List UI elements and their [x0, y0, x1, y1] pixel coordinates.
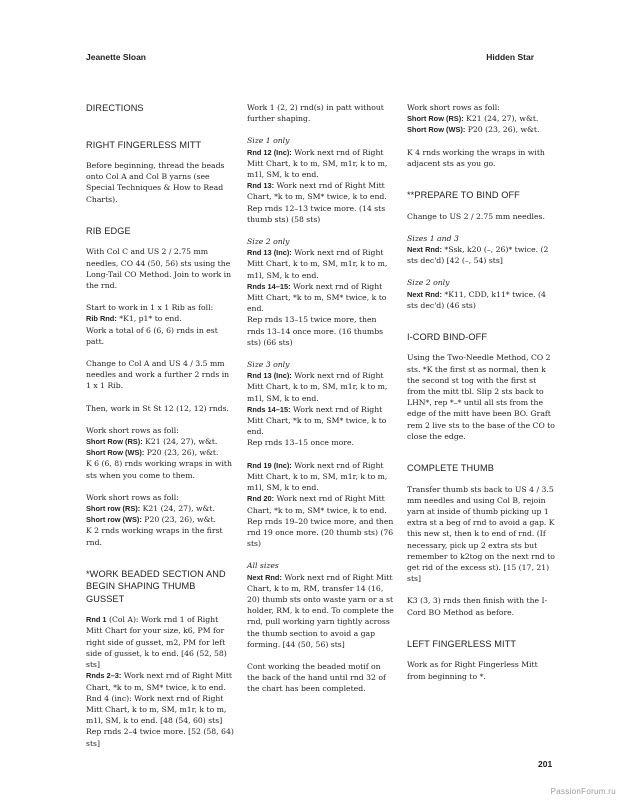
- c3-short-row-ws-text: P20 (23, 26), w&t.: [465, 125, 540, 135]
- column-1: [86, 102, 236, 749]
- s2-rnds-14-15: [247, 281, 395, 315]
- intro-paragraph: Before beginning, thread the beads onto Col A and Col B yarns (see Special Techniques & How to Read Charts).: [86, 161, 225, 204]
- watermark: PassionForum.ru: [550, 787, 616, 796]
- short-row-2-rs-label: Short row (RS):: [86, 503, 141, 513]
- short-row-rs-label: Short Row (RS):: [86, 436, 143, 446]
- s3-rnd-13: [247, 370, 395, 404]
- c3-short-row-rs-label: Short Row (RS):: [407, 114, 464, 124]
- page-number: 201: [538, 759, 553, 769]
- next-rnd-1-label: Next Rnd:: [407, 244, 442, 254]
- s1-rnd-13-label: Rnd 13:: [247, 181, 275, 191]
- short-rows-2-intro: Work short rows as foll:: [86, 492, 179, 502]
- c3-short-row-rs: [407, 113, 557, 124]
- s3-rep-2: Rep rnds 19–20 twice more, and then rnd 19 once more. (20 thumb sts) (76 sts): [247, 516, 394, 549]
- s1-rnd-12-text: Work next rnd of Right Mitt Chart, k to m, SM, m1r, k to m, m1l, SM, k to end.: [247, 147, 388, 180]
- s2-rnds-14-15-label: Rnds 14–15:: [247, 281, 291, 291]
- next-rnd-text: Work next rnd of Right Mitt Chart, k to m, RM, transfer 14 (16, 20) thumb sts onto waste yarn or a st holder, RM, k to end. To complete the rnd, pull working yarn tightly across the thumb section to avoid a gap forming. [44 (50, 56) sts]: [247, 572, 394, 649]
- s1-rnd-12-label: Rnd 12 (Inc):: [247, 147, 292, 157]
- rnd-1-text: (Col A): Work rnd 1 of Right Mitt Chart for your size, k6, PM for right side of gusset, m2, PM for left side of gusset, k to end. [46 (52, 58) sts]: [86, 615, 227, 670]
- short-row-rs: [86, 436, 236, 447]
- s2-rep: Rep rnds 13–15 twice more, then rnds 13–14 once more. (16 thumbs sts) (66 sts): [247, 315, 384, 347]
- rib-paragraph-2: Start to work in 1 x 1 Rib as foll:: [86, 303, 214, 313]
- rib-paragraph-5: Then, work in St St 12 (12, 12) rnds.: [86, 403, 229, 413]
- s3-rnd-20-label: Rnd 20:: [247, 494, 275, 504]
- rnds-2-3-text: Work next rnd of Right Mitt Chart, *k to m, SM* twice, k to end.: [86, 671, 232, 692]
- header-title: Hidden Star: [486, 52, 534, 62]
- next-rnd-label: Next Rnd:: [247, 572, 282, 582]
- change-needles: Change to US 2 / 2.75 mm needles.: [407, 211, 545, 221]
- k3-rnds: K3 (3, 3) rnds then finish with the I-Cord BO Method as before.: [407, 596, 548, 617]
- sizes-1-3-label: Sizes 1 and 3: [407, 233, 459, 243]
- directions-heading: DIRECTIONS: [86, 103, 144, 113]
- short-row-rs-text: K21 (24, 27), w&t.: [142, 436, 218, 446]
- left-mitt-text: Work as for Right Fingerless Mitt from beginning to *.: [407, 660, 538, 681]
- next-rnd-2-label: Next Rnd:: [407, 289, 442, 299]
- header-author: Jeanette Sloan: [86, 52, 146, 62]
- thumb-text: Transfer thumb sts back to US 4 / 3.5 mm needles and using Col B, rejoin yarn at inside of thumb picking up 1 extra st a beg of rnd to avoid a gap. K this new st, then k to end of rnd. (If necessary, pick up 2 extra sts but remember to k2tog on the next rnd to get rid of the excess st). [15 (17, 21) sts]: [407, 484, 555, 584]
- all-sizes-label: All sizes: [247, 561, 279, 571]
- s3-rnd-20-text: Work next rnd of Right Mitt Chart, *k to m, SM* twice, k to end.: [247, 494, 387, 515]
- short-row-ws-text: P20 (23, 26), w&t.: [144, 448, 219, 458]
- right-mitt-heading: RIGHT FINGERLESS MITT: [86, 139, 202, 150]
- s1-rnd-13-text: Work next rnd of Right Mitt Chart, *k to m, SM* twice, k to end.: [247, 181, 387, 202]
- short-row-2-ws: [86, 514, 236, 525]
- s3-rnd-19-label: Rnd 19 (Inc):: [247, 460, 292, 470]
- s2-rnd-13-label: Rnd 13 (Inc):: [247, 248, 292, 258]
- rib-rnd-text: *K1, p1* to end.: [116, 314, 182, 324]
- next-rnd: [247, 572, 395, 650]
- short-row-2-rs-text: K21 (24, 27), w&t.: [140, 503, 215, 513]
- c3-short-row-ws-label: Short Row (WS):: [407, 125, 466, 135]
- size-3-label: Size 3 only: [247, 360, 290, 370]
- k4-rnds: K 4 rnds working the wraps in with adjacent sts as you go.: [407, 147, 545, 168]
- s1-rnd-12: [247, 147, 395, 181]
- s3-rnd-20: [247, 493, 395, 515]
- short-rows-2-after: K 2 rnds working wraps in the first rnd.: [86, 526, 223, 547]
- prepare-bind-off-heading: **PREPARE TO BIND OFF: [407, 190, 520, 201]
- s3-rnd-19-text: Work next rnd of Right Mitt Chart, k to m, SM, m1r, k to m, m1l, SM, k to end.: [247, 460, 388, 493]
- rib-paragraph-1: With Col C and US 2 / 2.75 mm needles, CO 44 (50, 56) sts using the Long-Tail CO Method. Join to work in the rnd.: [86, 247, 232, 290]
- c3-short-row-rs-text: K21 (24, 27), w&t.: [463, 114, 539, 124]
- left-mitt-heading: LEFT FINGERLESS MITT: [407, 638, 517, 649]
- s3-rep: Rep rnds 13–15 once more.: [247, 438, 354, 448]
- short-rows-after: K 6 (6, 8) rnds working wraps in with sts when you come to them.: [86, 459, 232, 480]
- next-rnd-1: [407, 244, 557, 266]
- rnd-4: Rnd 4 (inc): Work next rnd of Right Mitt Chart, k to m, SM, m1r, k to m, m1l, SM, k to end. [48 (54, 60) sts]: [86, 693, 227, 726]
- column-3: [407, 102, 557, 682]
- rib-rnd-line: [86, 313, 236, 324]
- short-row-2-ws-text: P20 (23, 26), w&t.: [141, 515, 216, 525]
- short-row-2-ws-label: Short row (WS):: [86, 515, 142, 525]
- rnds-2-3-label: Rnds 2–3:: [86, 671, 122, 681]
- cont-working: Cont working the beaded motif on the back of the hand until rnd 32 of the chart has been completed.: [247, 661, 386, 694]
- s2-rnd-13-text: Work next rnd of Right Mitt Chart, k to m, SM, m1r, k to m, m1l, SM, k to end.: [247, 248, 388, 280]
- size-2-only-label: Size 2 only: [407, 278, 450, 288]
- c3-short-row-ws: [407, 124, 557, 135]
- short-row-ws: [86, 447, 236, 458]
- complete-thumb-heading: COMPLETE THUMB: [407, 463, 494, 474]
- c3-short-rows-intro: Work short rows as foll:: [407, 103, 500, 112]
- s3-rnds-14-15: [247, 404, 395, 438]
- rep-rnds: Rep rnds 2–4 twice more. [52 (58, 64) sts]: [86, 727, 234, 748]
- work-rnds: Work 1 (2, 2) rnd(s) in patt without further shaping.: [247, 103, 384, 124]
- icord-text: Using the Two-Needle Method, CO 2 sts. *K the first st as normal, then k the second st tog with the first st from the mitt tbl. Slip 2 sts back to LHN*, rep *–* until all sts from the edge of the mitt have been BO. Graft rem 2 live sts to the base of the CO to close the edge.: [407, 353, 555, 441]
- column-2: [247, 102, 395, 695]
- s3-rnds-14-15-text: Work next rnd of Right Mitt Chart, *k to m, SM* twice, k to end.: [247, 404, 387, 437]
- icord-heading: I-CORD BIND-OFF: [407, 331, 488, 342]
- next-rnd-2: [407, 289, 557, 311]
- rnds-2-3: [86, 670, 236, 692]
- s1-rep: Rep rnds 12–13 twice more. (14 sts thumb sts) (58 sts): [247, 203, 386, 224]
- rnd-1-label: Rnd 1: [86, 615, 107, 625]
- next-rnd-2-text: *K11, CDD, k11* twice. (4 sts dec'd) (46 sts): [407, 289, 546, 310]
- short-rows-intro: Work short rows as foll:: [86, 425, 179, 435]
- rib-paragraph-3: Work a total of 6 (6, 6) rnds in est patt.: [86, 325, 218, 346]
- rnd-1: [86, 614, 236, 670]
- beaded-section-heading: *WORK BEADED SECTION AND BEGIN SHAPING THUMB GUSSET: [86, 568, 226, 604]
- s3-rnd-13-text: Work next rnd of Right Mitt Chart, k to m, SM, m1r, k to m, m1l, SM, k to end.: [247, 371, 388, 403]
- s3-rnd-13-label: Rnd 13 (Inc):: [247, 371, 292, 381]
- s2-rnd-13: [247, 247, 395, 281]
- size-2-label: Size 2 only: [247, 237, 290, 247]
- rib-edge-heading: RIB EDGE: [86, 225, 131, 236]
- rib-rnd-label: Rib Rnd:: [86, 314, 117, 324]
- size-1-label: Size 1 only: [247, 136, 290, 146]
- s1-rnd-13: [247, 180, 395, 202]
- short-row-ws-label: Short Row (WS):: [86, 448, 145, 458]
- s2-rnds-14-15-text: Work next rnd of Right Mitt Chart, *k to m, SM* twice, k to end.: [247, 281, 387, 314]
- next-rnd-1-text: *Ssk, k20 (–, 26)* twice. (2 sts dec'd) [42 (–, 54) sts]: [407, 244, 549, 266]
- rib-paragraph-4: Change to Col A and US 4 / 3.5 mm needles and work a further 2 rnds in 1 x 1 Rib.: [86, 358, 230, 391]
- short-row-2-rs: [86, 503, 236, 514]
- s3-rnd-19: [247, 460, 395, 494]
- s3-rnds-14-15-label: Rnds 14–15:: [247, 404, 291, 414]
